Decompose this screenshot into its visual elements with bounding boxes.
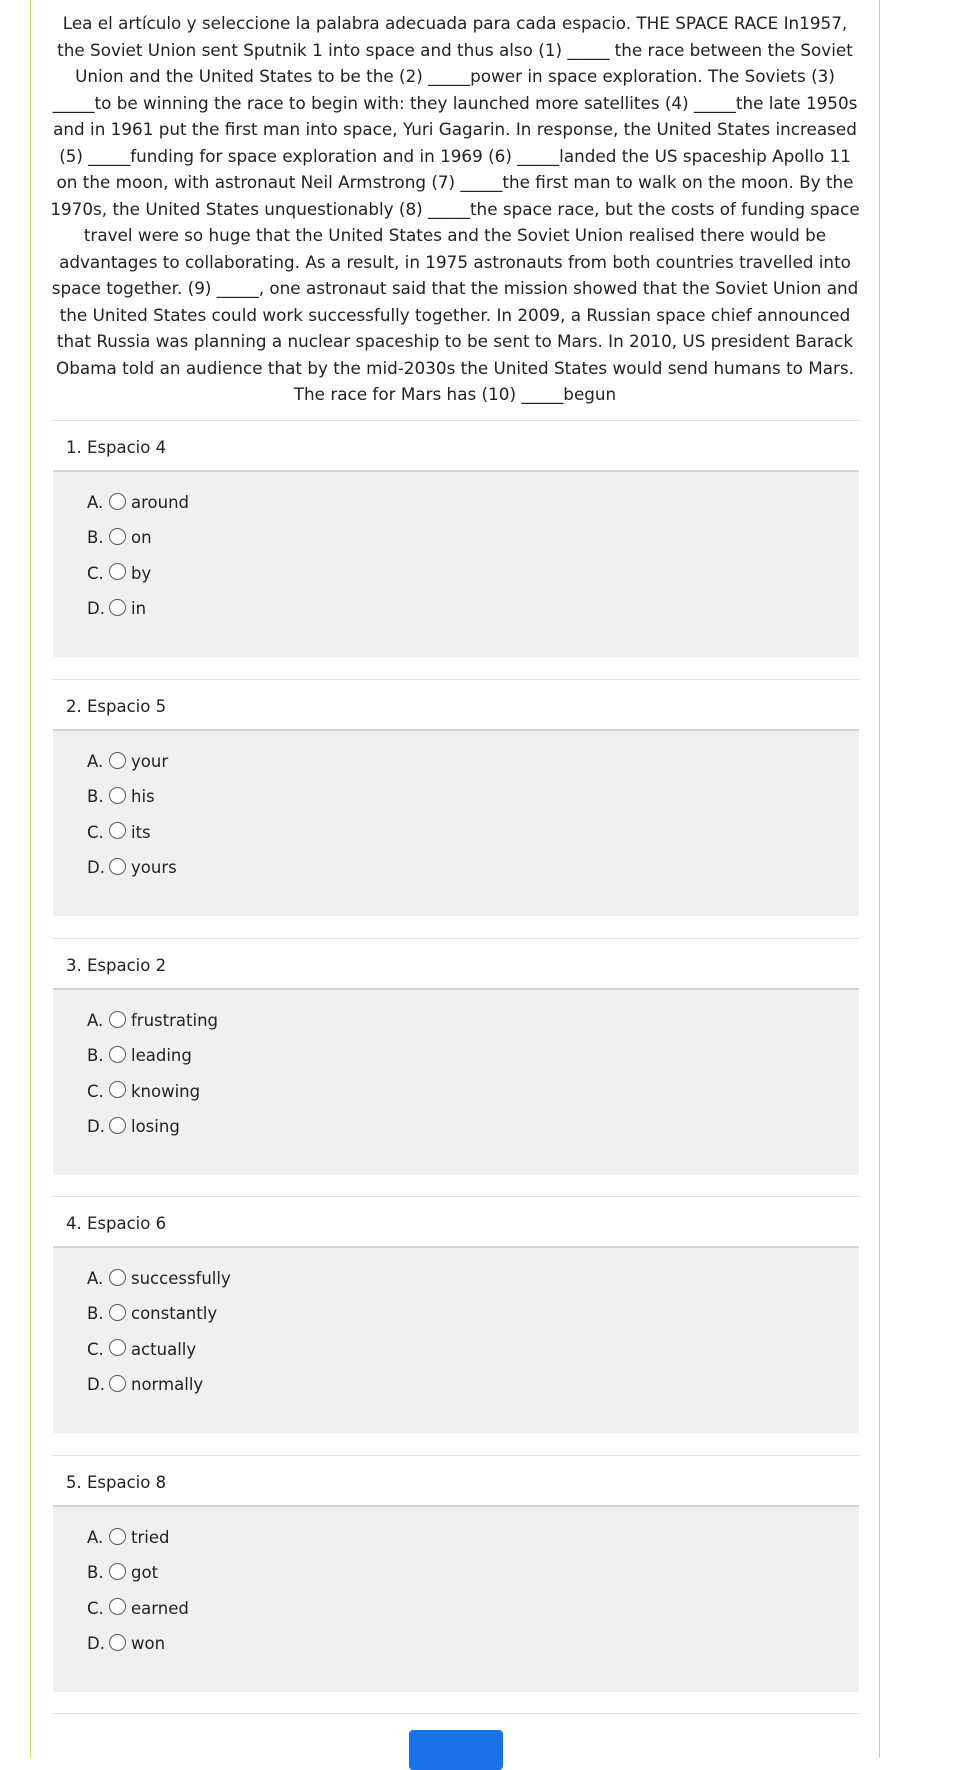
option-letter: C. bbox=[87, 822, 104, 842]
option-label[interactable]: actually bbox=[131, 1339, 197, 1359]
radio-button[interactable] bbox=[109, 1528, 126, 1545]
question-block bbox=[53, 420, 859, 657]
radio-button[interactable] bbox=[109, 1563, 126, 1580]
option-c bbox=[53, 1332, 859, 1367]
option-label[interactable]: on bbox=[131, 528, 152, 548]
option-c bbox=[53, 815, 859, 850]
radio-button[interactable] bbox=[109, 858, 126, 875]
option-label[interactable]: knowing bbox=[131, 1081, 201, 1101]
option-letter: B. bbox=[87, 1563, 104, 1583]
option-letter: A. bbox=[87, 1269, 104, 1289]
question-title: 1. Espacio 4 bbox=[53, 420, 859, 472]
option-label[interactable]: normally bbox=[131, 1375, 204, 1395]
option-b bbox=[53, 1296, 859, 1331]
radio-button[interactable] bbox=[109, 822, 126, 839]
option-letter: D. bbox=[87, 1634, 105, 1654]
option-letter: C. bbox=[87, 1081, 104, 1101]
submit-button[interactable] bbox=[409, 1730, 503, 1770]
options-panel bbox=[53, 1248, 859, 1433]
option-label[interactable]: around bbox=[131, 493, 190, 513]
option-letter: A. bbox=[87, 493, 104, 513]
option-label[interactable]: your bbox=[131, 752, 169, 772]
question-block bbox=[53, 1455, 859, 1692]
option-c bbox=[53, 556, 859, 591]
option-letter: A. bbox=[87, 1011, 104, 1031]
radio-button[interactable] bbox=[109, 1011, 126, 1028]
option-d bbox=[53, 1367, 859, 1402]
option-letter: C. bbox=[87, 1339, 104, 1359]
option-letter: B. bbox=[87, 528, 104, 548]
options-panel bbox=[53, 472, 859, 657]
radio-button[interactable] bbox=[109, 1339, 126, 1356]
option-label[interactable]: tried bbox=[131, 1528, 170, 1548]
question-block bbox=[53, 1196, 859, 1433]
options-panel bbox=[53, 1507, 859, 1692]
question-title: 3. Espacio 2 bbox=[53, 938, 859, 990]
option-a bbox=[53, 1003, 859, 1038]
option-d bbox=[53, 591, 859, 626]
radio-button[interactable] bbox=[109, 1304, 126, 1321]
option-a bbox=[53, 1520, 859, 1555]
option-label[interactable]: its bbox=[131, 822, 151, 842]
radio-button[interactable] bbox=[109, 787, 126, 804]
option-c bbox=[53, 1591, 859, 1626]
option-label[interactable]: leading bbox=[131, 1046, 192, 1066]
radio-button[interactable] bbox=[109, 599, 126, 616]
option-letter: B. bbox=[87, 787, 104, 807]
option-label[interactable]: successfully bbox=[131, 1269, 231, 1289]
option-label[interactable]: earned bbox=[131, 1598, 189, 1618]
radio-button[interactable] bbox=[109, 493, 126, 510]
option-label[interactable]: yours bbox=[131, 858, 177, 878]
option-a bbox=[53, 744, 859, 779]
option-b bbox=[53, 779, 859, 814]
divider bbox=[53, 1713, 859, 1714]
options-panel bbox=[53, 731, 859, 916]
question-title: 5. Espacio 8 bbox=[53, 1455, 859, 1507]
option-letter: A. bbox=[87, 752, 104, 772]
options-panel bbox=[53, 990, 859, 1175]
option-d bbox=[53, 1626, 859, 1661]
option-label[interactable]: in bbox=[131, 599, 147, 619]
option-letter: D. bbox=[87, 599, 105, 619]
option-letter: B. bbox=[87, 1046, 104, 1066]
radio-button[interactable] bbox=[109, 528, 126, 545]
option-letter: D. bbox=[87, 1375, 105, 1395]
option-label[interactable]: frustrating bbox=[131, 1011, 218, 1031]
option-d bbox=[53, 850, 859, 885]
radio-button[interactable] bbox=[109, 1046, 126, 1063]
radio-button[interactable] bbox=[109, 1269, 126, 1286]
option-b bbox=[53, 1038, 859, 1073]
option-letter: C. bbox=[87, 1598, 104, 1618]
option-letter: C. bbox=[87, 563, 104, 583]
instructions-text: Lea el artículo y seleccione la palabra adecuada para cada espacio. THE SPACE RACE In1957, the Soviet Union sent Sputnik 1 into space and thus also (1) _____ the race between the Soviet Union and the United States to be the (2) _____power in space exploration. The Soviets (3) _____to be winning the race to begin with: they launched more satellites (4) _____the late 1950s and in 1961 put the first man into space, Yuri Gagarin. In response, the United States increased (5) _____funding for space exploration and in 1969 (6) _____landed the US spaceship Apollo 11 on the moon, with astronaut Neil Armstrong (7) _____the first man to walk on the moon. By the 1970s, the United States unquestionably (8) _____the space race, but the costs of funding space travel were so huge that the United States and the Soviet Union realised there would be advantages to collaborating. As a result, in 1975 astronauts from both countries travelled into space together. (9) _____, one astronaut said that the mission showed that the Soviet Union and the United States could work successfully together. In 2009, a Russian space chief announced that Russia was planning a nuclear spaceship to be sent to Mars. In 2010, US president Barack Obama told an audience that by the mid-2030s the United States would send humans to Mars. The race for Mars has (10) _____begun bbox=[50, 13, 860, 404]
option-label[interactable]: by bbox=[131, 563, 152, 583]
option-label[interactable]: got bbox=[131, 1563, 159, 1583]
radio-button[interactable] bbox=[109, 1598, 126, 1615]
option-d bbox=[53, 1109, 859, 1144]
option-c bbox=[53, 1074, 859, 1109]
radio-button[interactable] bbox=[109, 563, 126, 580]
question-title: 2. Espacio 5 bbox=[53, 679, 859, 731]
option-a bbox=[53, 1261, 859, 1296]
option-letter: D. bbox=[87, 858, 105, 878]
option-label[interactable]: his bbox=[131, 787, 155, 807]
option-letter: B. bbox=[87, 1304, 104, 1324]
option-label[interactable]: constantly bbox=[131, 1304, 218, 1324]
question-block bbox=[53, 679, 859, 916]
radio-button[interactable] bbox=[109, 1634, 126, 1651]
radio-button[interactable] bbox=[109, 752, 126, 769]
option-label[interactable]: won bbox=[131, 1634, 166, 1654]
radio-button[interactable] bbox=[109, 1375, 126, 1392]
option-label[interactable]: losing bbox=[131, 1117, 180, 1137]
radio-button[interactable] bbox=[109, 1081, 126, 1098]
option-b bbox=[53, 1555, 859, 1590]
question-title: 4. Espacio 6 bbox=[53, 1196, 859, 1248]
question-block bbox=[53, 938, 859, 1175]
radio-button[interactable] bbox=[109, 1117, 126, 1134]
option-letter: D. bbox=[87, 1117, 105, 1137]
option-a bbox=[53, 485, 859, 520]
option-letter: A. bbox=[87, 1528, 104, 1548]
option-b bbox=[53, 520, 859, 555]
